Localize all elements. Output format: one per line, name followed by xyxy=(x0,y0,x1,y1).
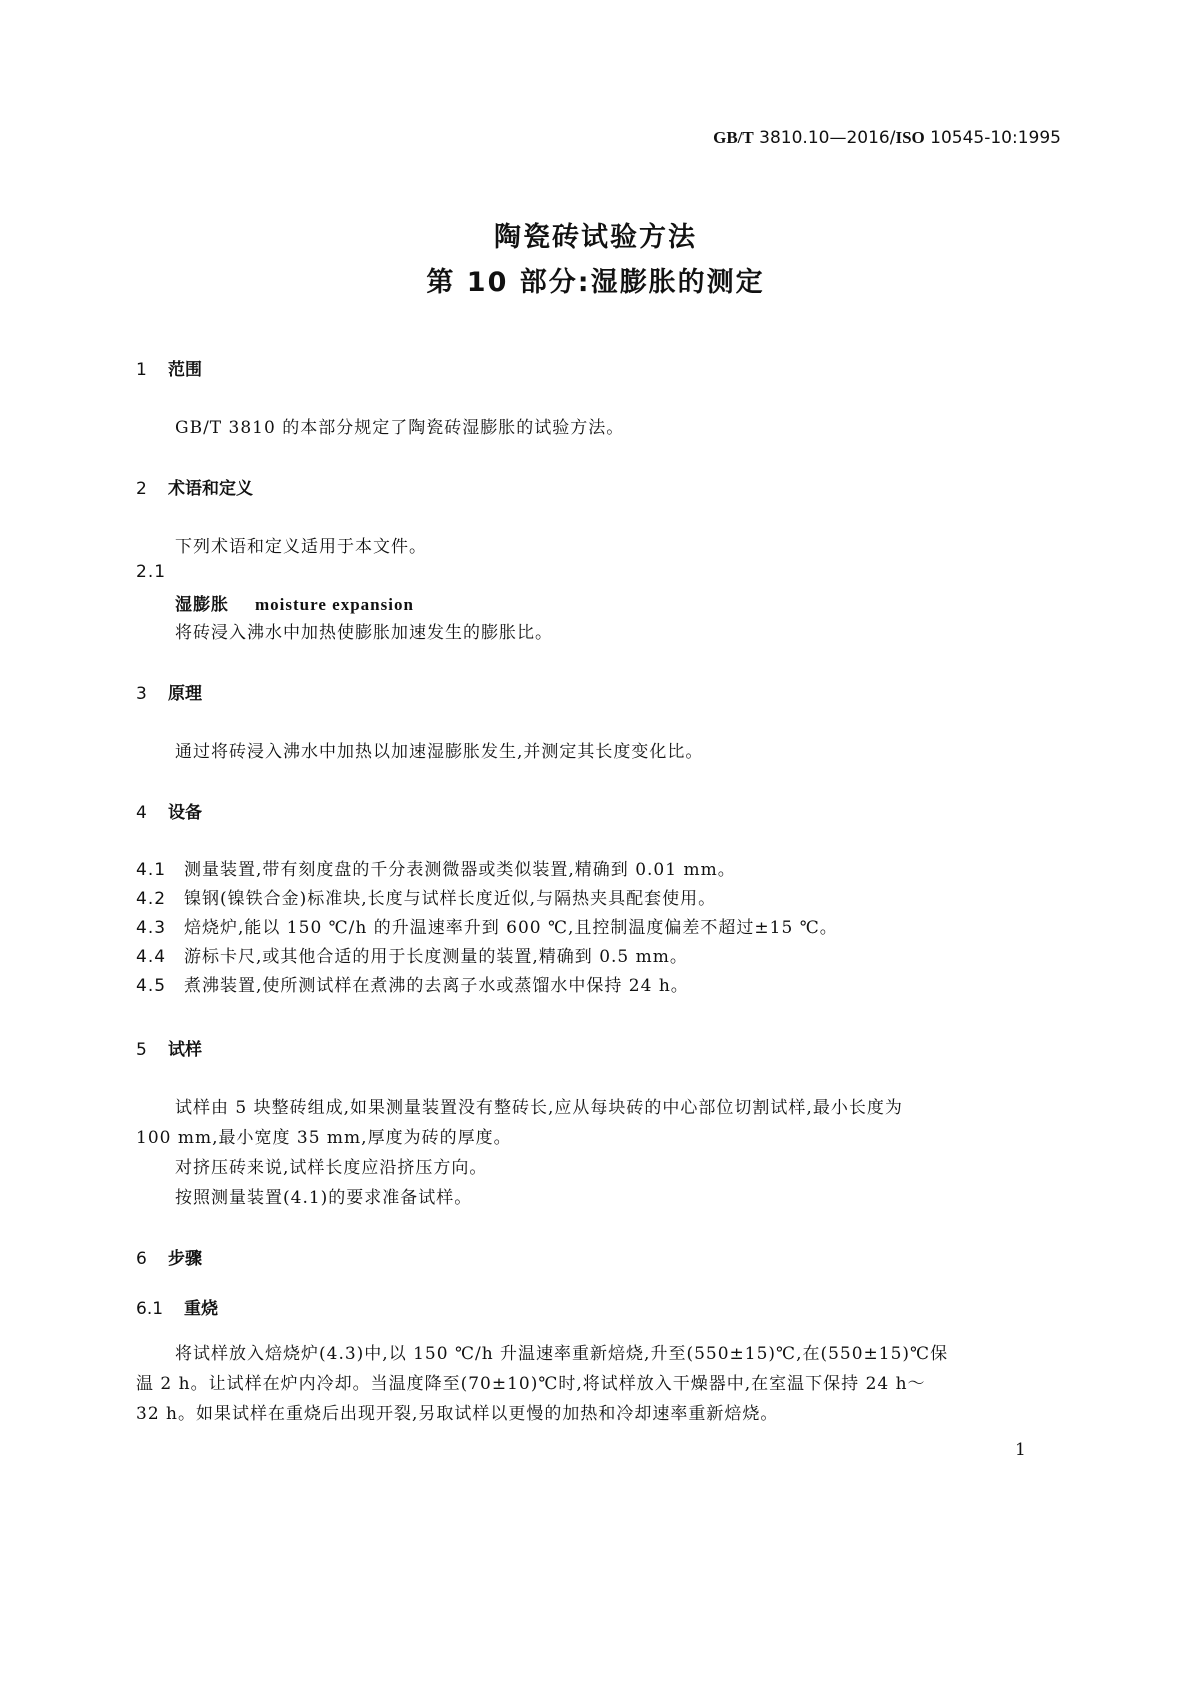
section-5-para1a: 试样由 5 块整砖组成,如果测量装置没有整砖长,应从每块砖的中心部位切割试样,最小长度为 xyxy=(175,1098,903,1118)
item-text: 游标卡尺,或其他合适的用于长度测量的装置,精确到 0.5 mm。 xyxy=(184,947,688,967)
section-4-heading xyxy=(136,798,202,823)
section-1-text: GB/T 3810 的本部分规定了陶瓷砖湿膨胀的试验方法。 xyxy=(175,418,625,438)
section-number: 1 xyxy=(136,360,147,380)
item-text: 测量装置,带有刻度盘的千分表测微器或类似装置,精确到 0.01 mm。 xyxy=(184,860,736,880)
subsection-6-1-heading xyxy=(136,1294,218,1319)
section-title: 步骤 xyxy=(168,1249,202,1269)
iso-number: 10545-10:1995 xyxy=(930,128,1061,148)
list-item xyxy=(136,971,689,996)
section-6-line2: 温 2 h。让试样在炉内冷却。当温度降至(70±10)℃时,将试样放入干燥器中,在室温下保持 24 h～ xyxy=(136,1374,926,1394)
section-5-para3: 按照测量装置(4.1)的要求准备试样。 xyxy=(175,1188,473,1208)
subsection-number: 6.1 xyxy=(136,1299,164,1319)
section-title: 范围 xyxy=(168,360,202,380)
section-title: 术语和定义 xyxy=(168,479,253,499)
item-text: 镍钢(镍铁合金)标准块,长度与试样长度近似,与隔热夹具配套使用。 xyxy=(184,889,717,909)
section-number: 5 xyxy=(136,1040,147,1060)
section-5-heading xyxy=(136,1035,202,1060)
item-text: 焙烧炉,能以 150 ℃/h 的升温速率升到 600 ℃,且控制温度偏差不超过±15 ℃。 xyxy=(184,918,838,938)
std-number: 3810.10—2016/ xyxy=(759,128,896,148)
section-2-heading xyxy=(136,474,253,499)
item-number: 4.2 xyxy=(136,889,167,909)
list-item xyxy=(136,913,838,938)
section-6-line3: 32 h。如果试样在重烧后出现开裂,另取试样以更慢的加热和冷却速率重新焙烧。 xyxy=(136,1404,779,1424)
item-number: 4.1 xyxy=(136,860,167,880)
section-5-para2: 对挤压砖来说,试样长度应沿挤压方向。 xyxy=(175,1158,488,1178)
page-number: 1 xyxy=(1015,1440,1026,1460)
section-title: 试样 xyxy=(168,1040,202,1060)
term-english: moisture expansion xyxy=(255,595,414,614)
section-title: 原理 xyxy=(168,684,202,704)
doc-title-line1: 陶瓷砖试验方法 xyxy=(494,222,697,253)
item-number: 4.5 xyxy=(136,976,167,996)
section-6-heading xyxy=(136,1244,202,1269)
section-3-text: 通过将砖浸入沸水中加热以加速湿膨胀发生,并测定其长度变化比。 xyxy=(175,742,704,762)
doc-title-line2: 第 10 部分:湿膨胀的测定 xyxy=(426,267,765,298)
term-definition: 将砖浸入沸水中加热使膨胀加速发生的膨胀比。 xyxy=(175,623,553,643)
section-5-para1b: 100 mm,最小宽度 35 mm,厚度为砖的厚度。 xyxy=(136,1128,512,1148)
item-number: 4.4 xyxy=(136,947,167,967)
list-item xyxy=(136,855,736,880)
list-item xyxy=(136,884,716,909)
section-title: 设备 xyxy=(168,803,202,823)
section-2-text: 下列术语和定义适用于本文件。 xyxy=(175,537,427,557)
section-1-heading xyxy=(136,355,202,380)
section-number: 6 xyxy=(136,1249,147,1269)
subsection-title: 重烧 xyxy=(184,1299,218,1319)
section-number: 2 xyxy=(136,479,147,499)
std-prefix: GB/T xyxy=(713,128,754,147)
section-number: 3 xyxy=(136,684,147,704)
iso-prefix: ISO xyxy=(895,128,925,147)
section-3-heading xyxy=(136,679,202,704)
standard-number xyxy=(713,128,1061,148)
term-chinese: 湿膨胀 xyxy=(175,595,229,615)
item-number: 4.3 xyxy=(136,918,167,938)
section-number: 4 xyxy=(136,803,147,823)
item-text: 煮沸装置,使所测试样在煮沸的去离子水或蒸馏水中保持 24 h。 xyxy=(184,976,689,996)
list-item xyxy=(136,942,688,967)
section-6-line1: 将试样放入焙烧炉(4.3)中,以 150 ℃/h 升温速率重新焙烧,升至(550±15)℃,在(550±15)℃保 xyxy=(175,1344,949,1364)
term-number: 2.1 xyxy=(136,562,167,582)
term-entry xyxy=(175,590,414,615)
